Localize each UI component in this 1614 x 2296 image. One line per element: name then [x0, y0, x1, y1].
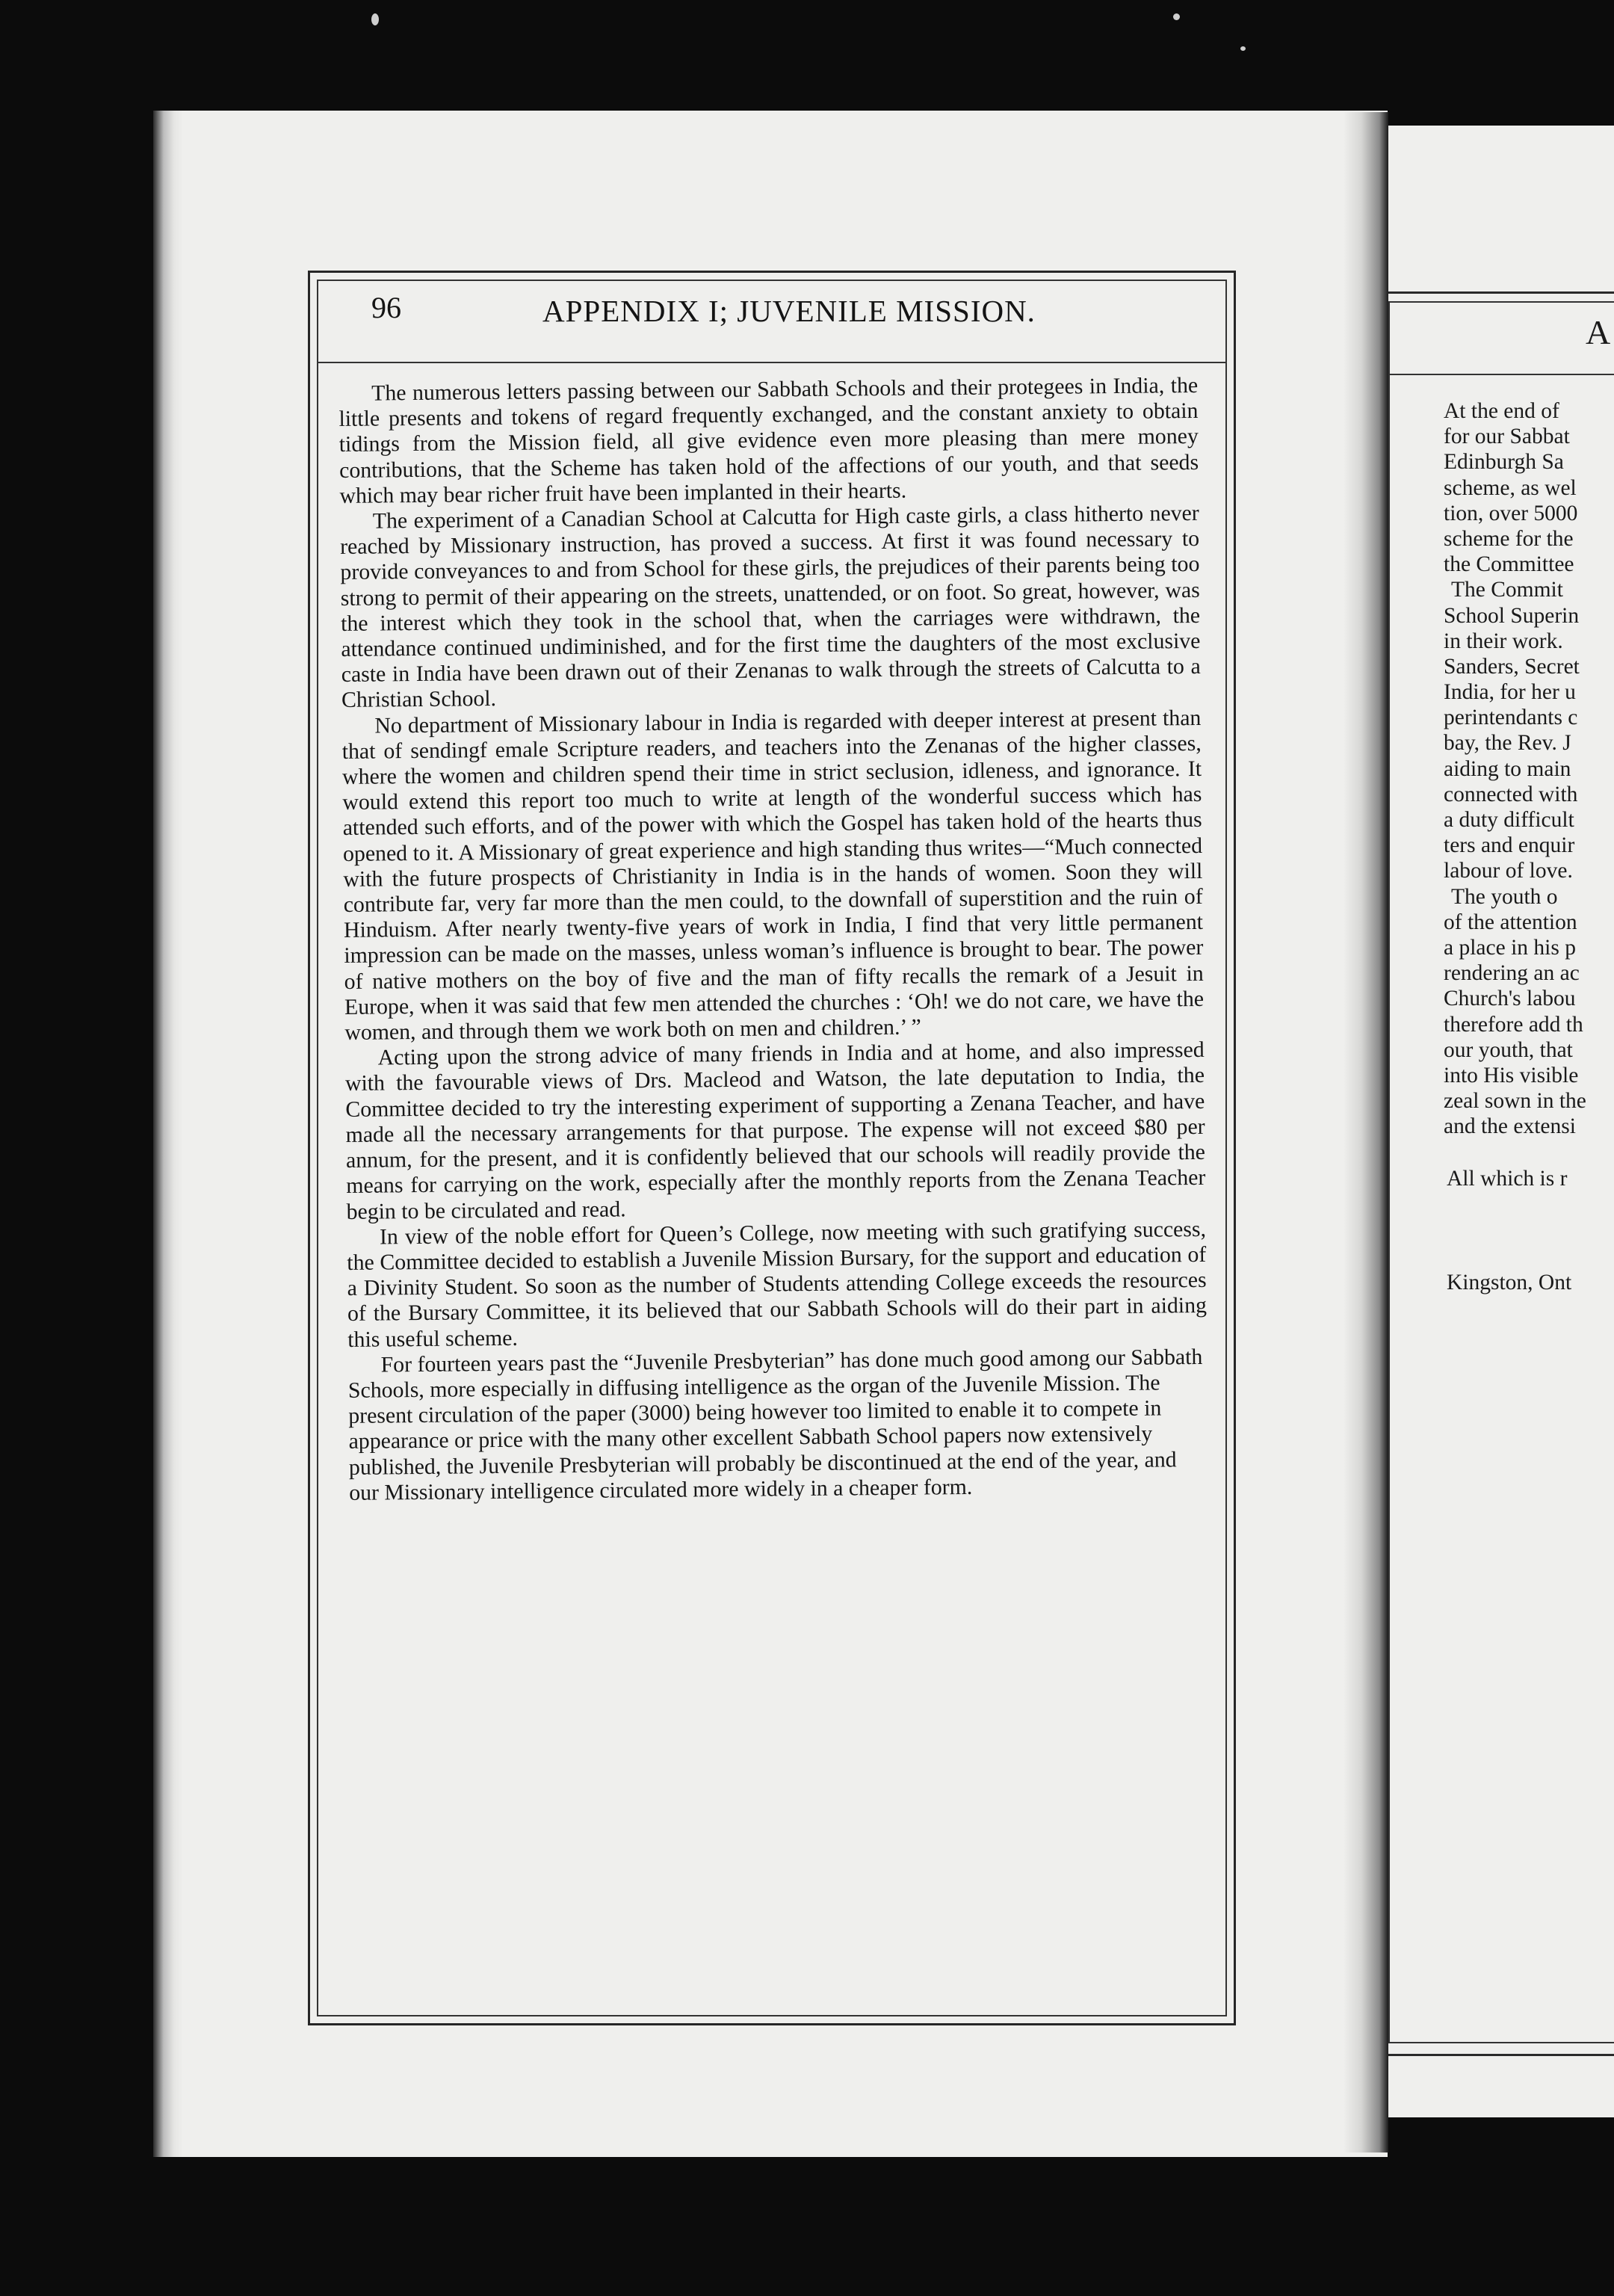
paragraph: The experiment of a Canadian School at Calcutta for High caste girls, a class hitherto never reached by Missionary instruction, has proved a success. At first it was found necessary to provide conveyances to and from School for these girls, the prejudices of their parents being too strong to permit of their appearing on the streets, unattended, or on foot. So great, however, was the interest which they took in the school that, when the carriages were withdrawn, the attendance continued undiminished, and for the first time the daughters of the most exclusive caste in India have been drawn out of their Zenanas to walk through the streets of Calcutta to a Christian School.: [339, 500, 1201, 713]
right-line: Sanders, Secret: [1444, 654, 1580, 679]
dust-speck: [1173, 13, 1180, 20]
right-line: and the extensi: [1444, 1114, 1576, 1139]
right-line: All which is r: [1447, 1167, 1568, 1191]
running-head: APPENDIX I; JUVENILE MISSION.: [542, 294, 1036, 328]
right-line: a duty difficult: [1444, 808, 1574, 832]
right-line: At the end of: [1444, 399, 1559, 423]
right-line: for our Sabbat: [1444, 425, 1570, 449]
right-line: connected with: [1444, 782, 1578, 806]
paragraph: In view of the noble effort for Queen’s College, now meeting with such gratifying success, the Committee decided to establish a Juvenile Mission Bursary, for the support and education of a Divinity Student. So soon as the number of Students attending College exceeds the resources of the Bursary Committee, it its believed that our Sabbath Schools will do their part in aiding this useful scheme.: [347, 1216, 1208, 1352]
paragraph: Acting upon the strong advice of many friends in India and at home, and also impressed with the favourable views of Drs. Macleod and Watson, the late deputation to India, the Committee decided to try the interesting experiment of supporting a Zenana Teacher, and have made all the necessary arrangements for that purpose. The expense will not exceed $80 per annum, for the present, and it is confidently believed that our schools will readily provide the means for carrying on the work, especially after the monthly reports from the Zenana Teacher begin to be circulated and read.: [344, 1037, 1206, 1224]
right-line: a place in his p: [1444, 935, 1576, 960]
right-line: Kingston, Ont: [1447, 1270, 1572, 1294]
right-line: therefore add th: [1444, 1012, 1583, 1037]
right-line: School Superin: [1444, 603, 1580, 628]
right-page-header-rule: [1388, 374, 1614, 375]
page-number: 96: [371, 291, 401, 324]
right-line: The Commit: [1451, 578, 1563, 602]
right-line: in their work.: [1444, 629, 1563, 653]
right-line: The youth o: [1451, 884, 1558, 909]
left-page-edge-shadow: [153, 111, 183, 2157]
right-line: aiding to main: [1444, 756, 1571, 781]
dust-speck: [1240, 46, 1246, 51]
right-line: bay, the Rev. J: [1444, 731, 1571, 756]
right-line: rendering an ac: [1444, 961, 1580, 986]
right-line: tion, over 5000: [1444, 501, 1578, 525]
right-line: scheme, as wel: [1444, 475, 1577, 500]
right-line: into His visible: [1444, 1063, 1579, 1087]
right-line: the Committee: [1444, 552, 1574, 577]
paragraph: No department of Missionary labour in India is regarded with deeper interest at present than that of sendingf emale Scripture readers, and teachers into the Zenanas of the higher classes, where the women and children spend their time in strict seclusion, idleness, and ignorance. It would extend this report too much to write at length of the wonderful success which has attended such efforts, and of the power with which the Gospel has taken hold of the hearts thus opened to it. A Missionary of great experience and high standing thus writes—“Much connected with the future prospects of Christianity in India is in the hands of women. Soon they will contribute far, very far more than the men could, to the downfall of superstition and the ruin of Hinduism. After nearly twenty-five years of work in India, I find that very little permanent impression can be made on the masses, unless woman’s influence is brought to bear. The power of native mothers on the boy of five and the man of fifty recalls the remark of a Jesuit in Europe, when it was said that few men attended the churches : ‘Oh! we do not care, we have the women, and through them we work both on men and children.’ ”: [341, 705, 1205, 1046]
right-page-running-head: A: [1586, 313, 1611, 351]
right-line: zeal sown in the: [1444, 1089, 1586, 1114]
right-line: of the attention: [1444, 910, 1577, 934]
right-line: labour of love.: [1444, 859, 1573, 883]
book-binding-edge: [1344, 112, 1388, 2152]
right-line: Church's labou: [1444, 987, 1576, 1011]
paragraph: The numerous letters passing between our Sabbath Schools and their protegees in India, the little presents and tokens of regard frequently exchanged, and the constant anxiety to obtain tidings from the Mission field, all give evidence even more pleasing than mere money contributions, that the Scheme has taken hold of the affections of our youth, and that seeds which may bear richer fruit have been implanted in their hearts.: [338, 372, 1199, 508]
dust-speck: [371, 13, 379, 25]
right-line: ters and enquir: [1444, 833, 1575, 858]
header-rule: [318, 362, 1225, 363]
right-page-text: [1444, 398, 1614, 1295]
paragraph: For fourteen years past the “Juvenile Presbyterian” has done much good among our Sabbath Schools, more especially in diffusing intelligence as the organ of the Juvenile Mission. The present circulation of the paper (3000) being however too limited to enable it to compete in appearance or price with the many other excellent Sabbath School papers now extensively published, the Juvenile Presbyterian will probably be discontinued at the end of the year, and our Missionary intelligence circulated more widely in a cheaper form.: [347, 1344, 1203, 1505]
right-line: Edinburgh Sa: [1444, 450, 1564, 475]
body-text: [338, 373, 1208, 1506]
right-line: India, for her u: [1444, 680, 1576, 705]
right-line: perintendants c: [1444, 706, 1578, 730]
right-line: our youth, that: [1444, 1037, 1573, 1062]
right-line: scheme for the: [1444, 526, 1574, 551]
